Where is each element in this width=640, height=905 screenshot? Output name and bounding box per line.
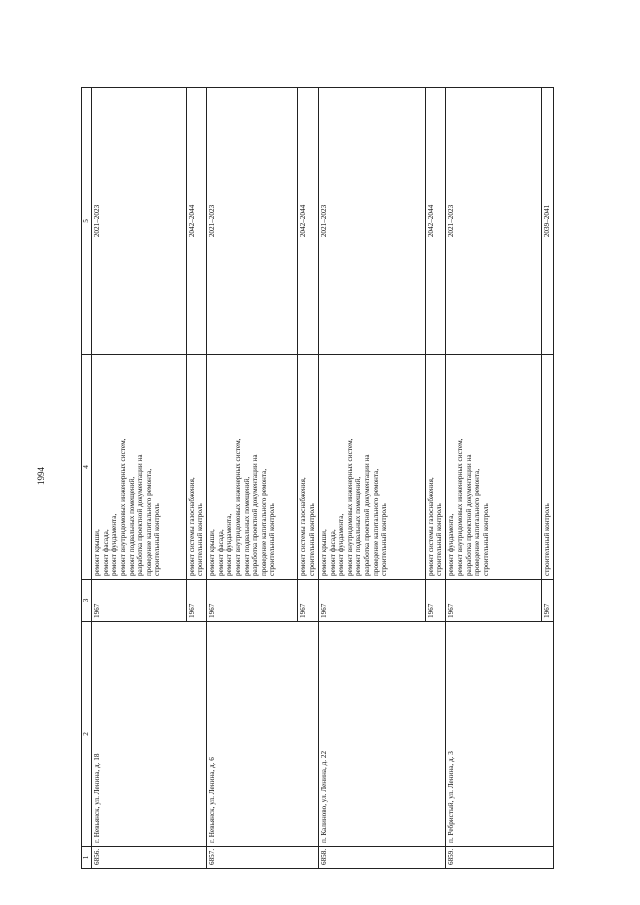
work-item: ремонт подвальных помещений, <box>242 476 251 576</box>
period-cell: 2042–2044 <box>425 88 446 355</box>
work-item: проведение капитального ремонта, <box>473 468 482 576</box>
page-number: 1994 <box>36 467 46 485</box>
work-item: строительный контроль <box>481 503 490 576</box>
work-item: ремонт внутридомовых инженерных систем, <box>119 438 128 576</box>
work-item: ремонт фундамента, <box>110 513 119 576</box>
work-item: разработка проектной документации на <box>363 454 372 576</box>
work-item: строительный контроль <box>380 503 389 576</box>
address-cell: п. Ребристый, ул. Ленина, д. 3 <box>446 622 554 847</box>
works-cell <box>92 355 186 580</box>
work-item: разработка проектной документации на <box>251 454 260 576</box>
work-item: строительный контроль <box>308 503 316 576</box>
work-item: строительный контроль <box>153 503 162 576</box>
year-cell: 1967 <box>186 580 207 622</box>
period-cell: 2039–2041 <box>541 88 553 355</box>
header-cell-5: 5 <box>82 88 92 355</box>
work-item: ремонт крыши, <box>208 529 217 576</box>
work-item: строительный контроль <box>268 503 277 576</box>
work-item: ремонт фасада, <box>101 529 110 576</box>
period-cell: 2042–2044 <box>186 88 207 355</box>
work-item: проведение капитального ремонта, <box>259 468 268 576</box>
works-cell <box>186 355 207 580</box>
works-cell <box>541 355 553 580</box>
address-cell: г. Невьянск, ул. Ленина, д. 6 <box>207 622 319 847</box>
work-item: ремонт подвальных помещений, <box>354 476 363 576</box>
year-cell: 1967 <box>541 580 553 622</box>
table-row <box>446 88 541 869</box>
period-cell: 2021–2023 <box>446 88 541 355</box>
work-item: ремонт фундамента, <box>447 513 456 576</box>
year-cell: 1967 <box>92 580 186 622</box>
address-cell: п. Калиново, ул. Ленина, д. 22 <box>319 622 446 847</box>
works-cell <box>298 355 319 580</box>
work-item: строительный контроль <box>196 503 205 576</box>
row-number: 6859. <box>446 847 554 869</box>
work-item: ремонт подвальных помещений, <box>127 476 136 576</box>
work-item: ремонт крыши, <box>320 529 329 576</box>
header-cell-1: 1 <box>82 847 92 869</box>
work-item: строительный контроль <box>435 503 444 576</box>
work-item: проведение капитального ремонта, <box>371 468 380 576</box>
address-cell: г. Невьянск, ул. Ленина, д. 18 <box>92 622 207 847</box>
work-item: разработка проектной документации на <box>464 454 473 576</box>
table-row <box>319 88 426 869</box>
work-item: ремонт внутридомовых инженерных систем, <box>233 438 242 576</box>
work-item: ремонт фасада, <box>216 529 225 576</box>
row-number: 6858. <box>319 847 446 869</box>
period-cell: 2021–2023 <box>319 88 426 355</box>
work-item: строительный контроль <box>542 503 551 576</box>
works-cell <box>319 355 426 580</box>
year-cell: 1967 <box>207 580 298 622</box>
table-row <box>92 88 186 869</box>
works-cell <box>425 355 446 580</box>
work-item: ремонт системы газоснабжения, <box>187 477 196 576</box>
row-number: 6856. <box>92 847 207 869</box>
header-cell-3: 3 <box>82 580 92 622</box>
header-cell-4: 4 <box>82 355 92 580</box>
year-cell: 1967 <box>425 580 446 622</box>
header-row <box>82 88 92 869</box>
works-cell <box>207 355 298 580</box>
header-cell-2: 2 <box>82 622 92 847</box>
work-item: ремонт системы газоснабжения, <box>426 477 435 576</box>
period-cell: 2021–2023 <box>207 88 298 355</box>
period-cell: 2021–2023 <box>92 88 186 355</box>
table-row <box>207 88 298 869</box>
work-item: ремонт фундамента, <box>225 513 234 576</box>
work-item: проведение капитального ремонта, <box>144 468 153 576</box>
row-number: 6857. <box>207 847 319 869</box>
works-cell <box>446 355 541 580</box>
work-item: ремонт крыши, <box>93 529 102 576</box>
work-item: ремонт фундамента, <box>337 513 346 576</box>
work-item: разработка проектной документации на <box>136 454 145 576</box>
year-cell: 1967 <box>319 580 426 622</box>
table-body <box>82 88 554 869</box>
period-cell: 2042–2044 <box>298 88 319 355</box>
work-item: ремонт системы газоснабжения, <box>299 477 308 576</box>
work-item: ремонт фасада, <box>328 529 337 576</box>
year-cell: 1967 <box>446 580 541 622</box>
work-item: ремонт внутридомовых инженерных систем, <box>455 438 464 576</box>
work-item: ремонт внутридомовых инженерных систем, <box>345 438 354 576</box>
year-cell: 1967 <box>298 580 319 622</box>
repair-register-table <box>81 87 554 869</box>
